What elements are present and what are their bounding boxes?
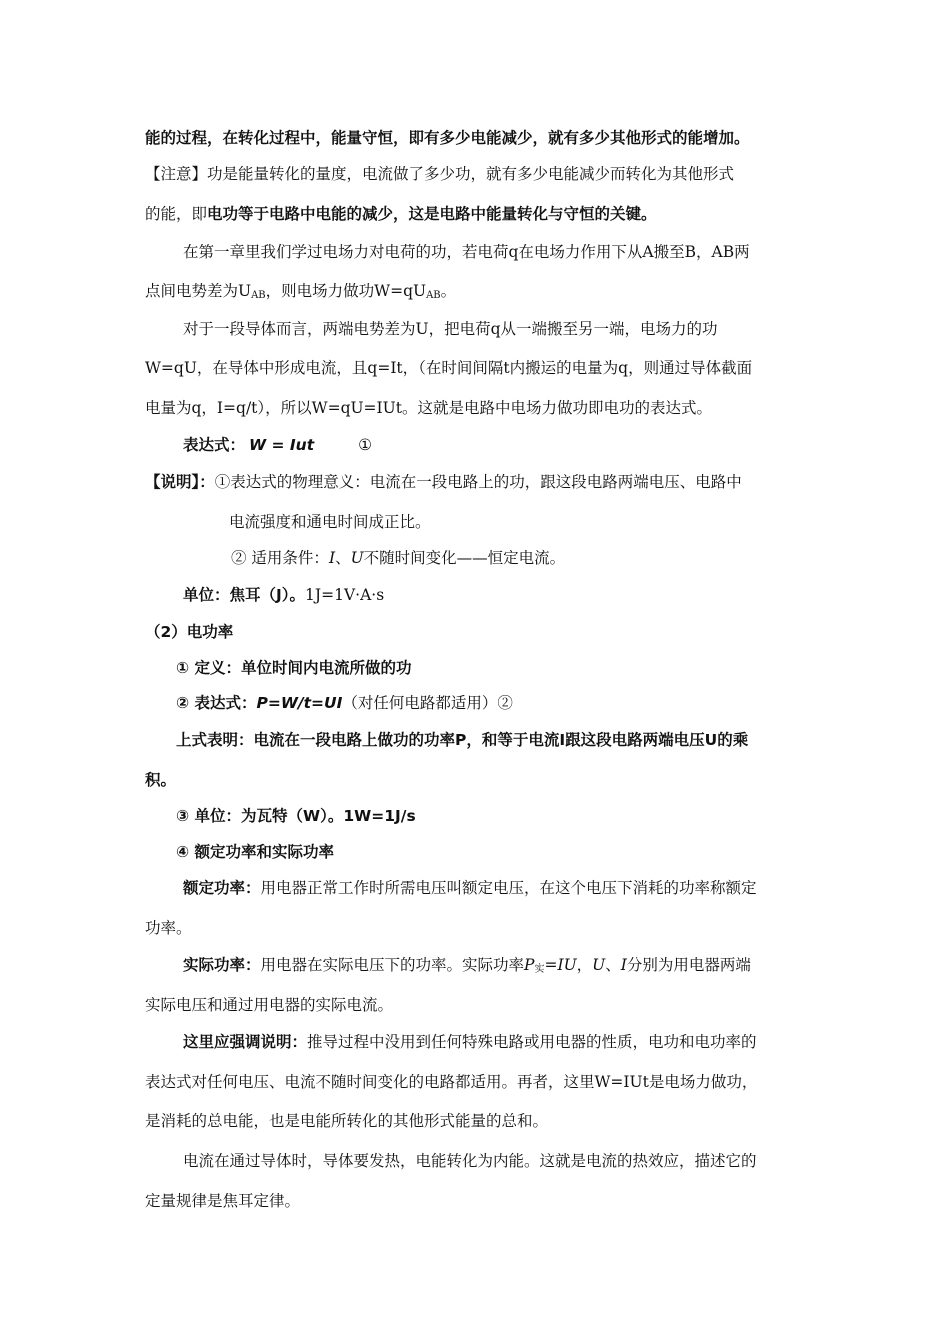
paragraph-line bbox=[145, 280, 456, 307]
text-run: 【注意】功是能量转化的量度，电流做了多少功，就有多少电能减少而转化为其他形式 bbox=[145, 165, 735, 183]
item-line bbox=[176, 657, 412, 679]
paragraph-line bbox=[145, 357, 752, 379]
text-run: ① 定义：单位时间内电流所做的功 bbox=[176, 659, 412, 677]
equation-number: ① bbox=[358, 436, 373, 454]
text-run: ①表达式的物理意义：电流在一段电路上的功，跟这段电路两端电压、电路中 bbox=[214, 473, 742, 491]
paragraph-line bbox=[183, 318, 718, 340]
text-run: 在第一章里我们学过电场力对电荷的功，若电荷q在电场力作用下从A搬至B，AB两 bbox=[183, 243, 750, 261]
explanation-line bbox=[231, 547, 565, 569]
text-run: 能的过程，在转化过程中，能量守恒，即有多少电能减少，就有多少其他形式的能增加。 bbox=[145, 129, 750, 147]
text-run: 用电器正常工作时所需电压叫额定电压，在这个电压下消耗的功率称额定 bbox=[260, 879, 757, 897]
paragraph-line bbox=[176, 729, 748, 751]
note-line bbox=[145, 163, 734, 185]
text-run: 电流强度和通电时间成正比。 bbox=[229, 513, 431, 531]
text-run: 用电器在实际电压下的功率。实际功率 bbox=[260, 956, 525, 974]
text-run: ，则电场力做功W=qU bbox=[265, 282, 427, 300]
text-run: 功率。 bbox=[145, 919, 192, 937]
text-run: 分别为用电器两端 bbox=[626, 956, 751, 974]
text-run: W=qU，在导体中形成电流，且q=It，（在时间间隔t内搬运的电量为q，则通过导体截面 bbox=[145, 359, 753, 377]
text-run: 定量规律是焦耳定律。 bbox=[145, 1192, 301, 1210]
explanation-line bbox=[229, 511, 431, 533]
unit-line bbox=[183, 584, 384, 606]
heading-text: （2）电功率 bbox=[145, 623, 234, 641]
label-text: 【说明】： bbox=[145, 473, 215, 491]
label-text: 这里应强调说明： bbox=[183, 1033, 308, 1051]
text-run: 表达式对任何电压、电流不随时间变化的电路都适用。再者，这里W=IUt是电场力做功， bbox=[145, 1073, 758, 1091]
variable: I bbox=[328, 549, 336, 567]
text-run: 。 bbox=[440, 282, 457, 300]
formula: W = Iut bbox=[249, 436, 315, 454]
text-run: ④ 额定功率和实际功率 bbox=[176, 843, 335, 861]
paragraph-line bbox=[145, 127, 750, 149]
section-heading bbox=[145, 621, 233, 643]
paragraph-line bbox=[145, 1071, 757, 1093]
item-line bbox=[176, 692, 513, 714]
paragraph-line bbox=[183, 877, 757, 899]
label-text: 表达式： bbox=[183, 436, 246, 454]
text-run: ， bbox=[576, 956, 593, 974]
text-run: 上式表明：电流在一段电路上做功的功率P，和等于电流I跟这段电路两端电压U的乘 bbox=[176, 731, 749, 749]
subscript: 实 bbox=[534, 964, 545, 975]
text-run: 是消耗的总电能，也是电能所转化的其他形式能量的总和。 bbox=[145, 1112, 549, 1130]
item-line bbox=[176, 841, 334, 863]
text-run: 1J=1V·A·s bbox=[305, 586, 385, 604]
variable: P bbox=[524, 956, 535, 974]
text-run: 电流在通过导体时，导体要发热，电能转化为内能。这就是电流的热效应，描述它的 bbox=[183, 1152, 757, 1170]
paragraph-line bbox=[145, 397, 712, 419]
formula: P=W/t=UI bbox=[256, 694, 343, 712]
text-run: 对于一段导体而言，两端电势差为U，把电荷q从一端搬至另一端，电场力的功 bbox=[183, 320, 718, 338]
label-text: ② 表达式： bbox=[176, 694, 257, 712]
text-run: 不随时间变化——恒定电流。 bbox=[363, 549, 566, 567]
variable: =IU bbox=[544, 956, 577, 974]
text-run: 积。 bbox=[145, 771, 177, 789]
label-text: 额定功率： bbox=[183, 879, 261, 897]
subscript: AB bbox=[426, 290, 441, 301]
emphasis-text: 电功等于电路中电能的减少，这是电路中能量转化与守恒的关键。 bbox=[207, 205, 657, 223]
subscript: AB bbox=[251, 290, 266, 301]
variable: U bbox=[592, 956, 606, 974]
label-text: 单位：焦耳（J）。 bbox=[183, 586, 306, 604]
paragraph-line bbox=[145, 769, 176, 791]
label-text: 实际功率： bbox=[183, 956, 261, 974]
paragraph-line bbox=[183, 954, 751, 981]
paragraph-line bbox=[145, 917, 192, 939]
paragraph-line bbox=[145, 1190, 300, 1212]
variable: U bbox=[350, 549, 364, 567]
paragraph-line bbox=[145, 1110, 548, 1132]
text-run: 、 bbox=[335, 549, 351, 567]
label-text: ③ 单位：为瓦特（W）。 bbox=[176, 807, 344, 825]
variable: I bbox=[620, 956, 627, 974]
text-run: ② 适用条件： bbox=[231, 549, 329, 567]
note-line bbox=[145, 203, 657, 225]
item-line bbox=[176, 805, 416, 827]
text-run: 的能，即 bbox=[145, 205, 208, 223]
text-run: 实际电压和通过用电器的实际电流。 bbox=[145, 996, 394, 1014]
text-run: 推导过程中没用到任何特殊电路或用电器的性质，电功和电功率的 bbox=[307, 1033, 757, 1051]
explanation-line bbox=[145, 471, 742, 493]
paragraph-line bbox=[183, 241, 750, 263]
formula-line bbox=[183, 434, 372, 456]
text-run: 1W=1J/s bbox=[343, 807, 416, 825]
paragraph-line bbox=[183, 1031, 757, 1053]
paragraph-line bbox=[145, 994, 393, 1016]
text-run: （对任何电路都适用）② bbox=[342, 694, 513, 712]
text-run: 点间电势差为U bbox=[145, 282, 252, 300]
text-run: 电量为q，I=q/t），所以W=qU=IUt。这就是电路中电场力做功即电功的表达式。 bbox=[145, 399, 712, 417]
paragraph-line bbox=[183, 1150, 757, 1172]
text-run: 、 bbox=[605, 956, 621, 974]
